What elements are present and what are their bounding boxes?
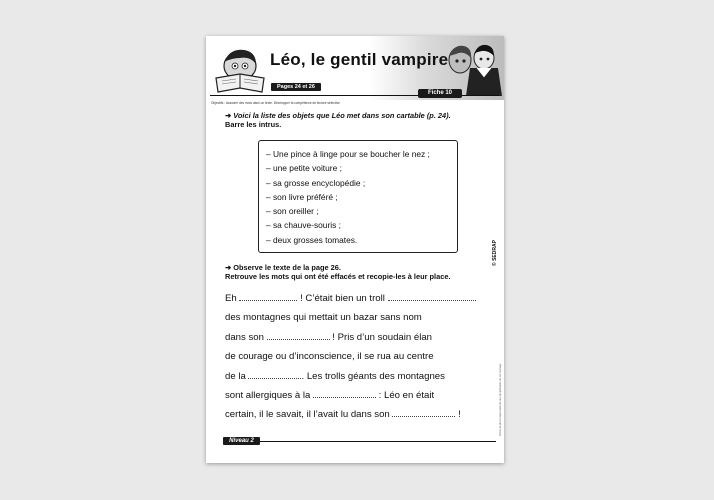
question-2-line-2: Retrouve les mots qui ont été effacés et recopie-les à leur place. <box>225 272 451 281</box>
list-item[interactable]: – son livre préféré ; <box>266 191 338 202</box>
publisher-label: © SEDRAP <box>492 240 498 266</box>
page-title: Léo, le gentil vampire <box>270 50 449 69</box>
list-item[interactable]: – deux grosses tomates. <box>266 234 358 245</box>
blank-field-4[interactable] <box>248 369 301 379</box>
level-tag: Niveau 2 <box>223 437 260 445</box>
text-line-3 <box>225 328 500 347</box>
question-1 <box>225 111 495 129</box>
list-item[interactable]: – Une pince à linge pour se boucher le nez ; <box>266 149 430 159</box>
text-line-4: de courage ou d’inconscience, il se rua au centre <box>225 351 434 363</box>
text-segment: : Léo en était <box>376 389 435 401</box>
arrow-right-icon: ➜ <box>225 263 232 272</box>
list-item[interactable]: – une petite voiture ; <box>266 163 342 174</box>
text-segment: sont allergiques à la <box>225 389 313 401</box>
text-line-1 <box>225 289 500 308</box>
question-1-line-1: Voici la liste des objets que Léo met dans son cartable (p. 24). <box>233 111 451 120</box>
blank-field-1[interactable] <box>239 291 297 301</box>
text-line-2: des montagnes qui mettait un bazar sans nom <box>225 312 422 324</box>
footer-rule <box>246 441 496 442</box>
text-segment: . Les trolls géants des montagnes <box>301 370 445 382</box>
text-line-5 <box>225 367 500 386</box>
pages-tag: Pages 24 et 26 <box>271 83 321 91</box>
blank-field-5[interactable] <box>313 388 376 398</box>
vampire-reading-illustration <box>210 44 268 96</box>
list-item[interactable]: – sa grosse encyclopédie ; <box>266 177 366 188</box>
question-2 <box>225 263 504 281</box>
cloze-text <box>225 289 500 425</box>
object-list-box <box>258 140 458 253</box>
text-segment: ! <box>455 409 461 421</box>
text-line-6 <box>225 386 500 405</box>
arrow-right-icon: ➜ <box>225 111 232 120</box>
text-segment: certain, il le savait, il l’avait lu dans son <box>225 409 393 421</box>
text-line-7 <box>225 405 500 424</box>
question-2-line-1: Observe le texte de la page 26. <box>233 263 341 272</box>
text-segment: dans son <box>225 331 267 343</box>
fiche-number-tag: Fiche 10 <box>418 89 462 98</box>
blank-field-6[interactable] <box>392 407 455 417</box>
list-item[interactable]: – son oreiller ; <box>266 206 319 217</box>
object-list <box>259 141 457 247</box>
text-segment: ! Pris d’un soudain élan <box>329 331 433 343</box>
objectif-text: Objectifs : Associer des mots dans un texte. Développer la compétence de lecture sélective. <box>211 101 341 105</box>
blank-field-2[interactable] <box>388 291 476 301</box>
list-item[interactable]: – sa chauve-souris ; <box>266 220 341 231</box>
blank-field-3[interactable] <box>267 330 330 340</box>
question-1-line-2: Barre les intrus. <box>225 120 282 129</box>
worksheet-page <box>206 36 504 463</box>
text-segment: de la <box>225 370 249 382</box>
copyright-note: Droits de photocopie réservés aux propriétaires de cet ouvrage <box>499 363 502 436</box>
text-segment: Eh <box>225 293 240 304</box>
text-segment: ! C’était bien un troll <box>297 293 388 304</box>
